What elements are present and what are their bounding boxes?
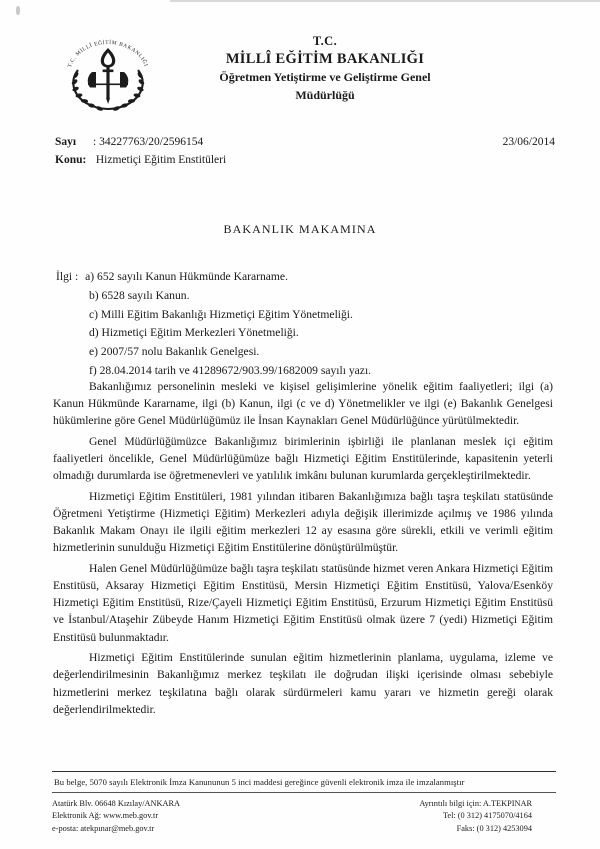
svg-text:T.C. MİLLÎ EĞİTİM BAKANLIĞI: T.C. MİLLÎ EĞİTİM BAKANLIĞI [67, 39, 149, 69]
reference-item-e: e) 2007/57 nolu Bakanlık Genelgesi. [89, 345, 260, 359]
footer-telephone: Tel: (0 312) 4175070/4164 [442, 811, 532, 821]
footer-contact-right [419, 798, 556, 835]
reference-item-c: c) Milli Eğitim Bakanlığı Hizmetiçi Eğitim Yönetmeliği. [89, 307, 353, 321]
document-footer [52, 771, 556, 835]
letterhead-republic-line: T.C. [312, 34, 338, 48]
konu-label: Konu: [55, 153, 87, 166]
reference-list [56, 268, 550, 381]
reference-item-f: f) 28.04.2014 tarih ve 41289672/903.99/1682009 sayılı yazı. [89, 363, 372, 377]
letterhead-directorate-line2: Müdürlüğü [295, 87, 355, 102]
document-meta [55, 134, 555, 170]
sayi-value: : 34227763/20/2596154 [93, 136, 204, 148]
document-date: 23/06/2014 [502, 136, 555, 148]
footer-email: e-posta: atekpınar@meb.gov.tr [52, 823, 155, 833]
addressee-line: BAKANLIK MAKAMINA [223, 222, 377, 236]
letterhead-ministry-name: MİLLÎ EĞİTİM BAKANLIĞI [225, 50, 425, 67]
footer-fax: Faks: (0 312) 4253094 [456, 823, 532, 833]
reference-item-b: b) 6528 sayılı Kanun. [89, 288, 190, 302]
body-paragraph-5: Hizmetiçi Eğitim Enstitülerinde sunulan eğitim hizmetlerinin planlama, uygulama, izleme ve değerlendirilmesinin Bakanlığımız merkez teşkilatı ile doğrudan ilişki içerisinde olması sebebiyle hizmetlerini merkez teşkilatına bağlı olarak sürdürmeleri kamu yararı ve hizmetin gereği olarak değerlendirilmektedir. [53, 651, 553, 716]
body-paragraph-3: Hizmetiçi Eğitim Enstitüleri, 1981 yılından itibaren Bakanlığımıza bağlı taşra teşkilatı statüsünde Öğretmeni Yetiştirme (Hizmetiçi Eğitim) Merkezleri adıyla değişik illerimizde açılmış ve 1986 yılında Bakanlık Makam Onayı ile ilgili eğitim merkezleri 12 ay esasına göre sürekli, etkili ve verimli eğitim hizmetlerinin sunulduğu Hizmetiçi Eğitim Enstitülerine dönüştürülmüştür. [53, 489, 553, 555]
footer-website: Elektronik Ağ: www.meb.gov.tr [52, 811, 159, 821]
document-header [0, 30, 600, 118]
letterhead-titles [160, 34, 490, 103]
footer-contact-block [52, 793, 556, 835]
letterhead-directorate-line1: Öğretmen Yetiştirme ve Geliştirme Genel [219, 70, 431, 85]
konu-row [55, 152, 555, 170]
reference-list-label: İlgi : [56, 270, 79, 283]
footer-contact-left [52, 798, 180, 835]
body-paragraph-2: Genel Müdürlüğümüzce Bakanlığımız birimlerinin işbirliği ile planlanan meslek içi eğitim faaliyetleri öncelikle, Genel Müdürlüğümüze bağlı Hizmetiçi Eğitim Enstitülerinde, kapasitenin yeterli olmadığı durumlarda ise öğretmenevleri ve yatılılık imkânı bulunan kurumlarda gerçekleştirilmektedir. [53, 434, 553, 483]
scan-speck-artifact [16, 6, 20, 15]
konu-value: Hizmetiçi Eğitim Enstitüleri [95, 153, 227, 166]
ministry-emblem-icon [56, 34, 160, 114]
body-paragraph-1: Bakanlığımız personelinin mesleki ve kişisel gelişimlerine yönelik eğitim faaliyetleri; ilgi (a) Kanun Hükmünde Kararname, ilgi (b) Kanun, ilgi (c ve d) Yönetmelikler ve ilgi (e) Bakanlık Genelgesi hükümlerine göre Genel Müdürlüğümüz ile İnsan Kaynakları Genel Müdürlüğünce yürütülmektedir. [53, 380, 553, 428]
body-paragraph-4: Halen Genel Müdürlüğümüze bağlı taşra teşkilatı statüsünde hizmet veren Ankara Hizmetiçi Eğitim Enstitüsü, Aksaray Hizmetiçi Eğitim Enstitüsü, Mersin Hizmetiçi Eğitim Enstitüsü, Yalova/Esenköy Hizmetiçi Eğitim Enstitüsü, Rize/Çayeli Hizmetiçi Eğitim Enstitüsü, Erzurum Hizmetiçi Eğitim Enstitüsü ve İstanbul/Ataşehir Zübeyde Hanım Hizmetiçi Eğitim Enstitüsü olmak üzere 7 (yedi) Hizmetiçi Eğitim Enstitüsü bulunmaktadır. [53, 561, 553, 644]
scan-edge-artifact [170, 0, 600, 2]
reference-item-a-row [56, 268, 550, 287]
reference-item-d: d) Hizmetiçi Eğitim Merkezleri Yönetmeliği. [89, 326, 299, 340]
footer-contact-person: Ayrıntılı bilgi için: A.TEKPINAR [419, 798, 532, 808]
sayi-label: Sayı [55, 136, 77, 148]
reference-item-a: a) 652 sayılı Kanun Hükmünde Kararname. [85, 270, 288, 283]
electronic-signature-notice: Bu belge, 5070 sayılı Elektronik İmza Kanununun 5 inci maddesi gereğince güvenli elektronik imza ile imzalanmıştır [54, 776, 465, 787]
footer-address: Atatürk Blv. 06648 Kızılay/ANKARA [52, 798, 181, 808]
document-body [53, 378, 553, 721]
sayi-row [55, 134, 555, 152]
